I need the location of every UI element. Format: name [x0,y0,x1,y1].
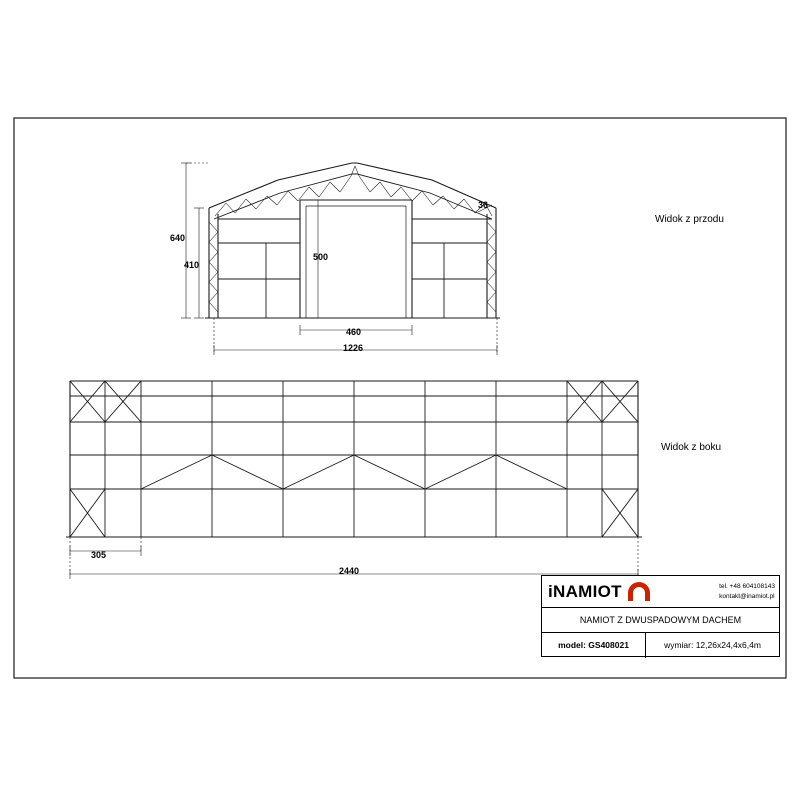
dim-length-total: 2440 [339,566,360,576]
size-cell [646,633,779,658]
dim-door-width: 460 [346,327,362,337]
side-view-label: Widok z boku [661,442,722,453]
dim-bay-spacing: 305 [91,550,107,560]
dim-height-total: 640 [170,233,186,243]
title-block [541,575,780,657]
size-label: wymiar: 12,26x24,4x6,4m [664,640,761,651]
dim-overhang: 36 [478,200,489,210]
tent-arch-icon [626,582,652,602]
phone-text: tel. +48 604108143 [719,583,775,591]
title-block-logo-row [542,576,779,608]
contact-info [719,582,779,601]
title-block-model-row [542,633,779,658]
dim-width-total: 1226 [343,343,364,353]
front-view-label: Widok z przodu [655,214,724,225]
email-text: kontakt@inamiot.pl [719,592,775,600]
model-label: model: GS408021 [558,640,629,651]
title-block-description-row [542,608,779,633]
dim-height-eave: 410 [184,260,200,270]
model-cell [542,633,646,658]
brand-name: iNAMIOT [548,581,622,601]
dim-door-height: 500 [313,252,329,262]
product-description: NAMIOT Z DWUSPADOWYM DACHEM [579,615,742,625]
